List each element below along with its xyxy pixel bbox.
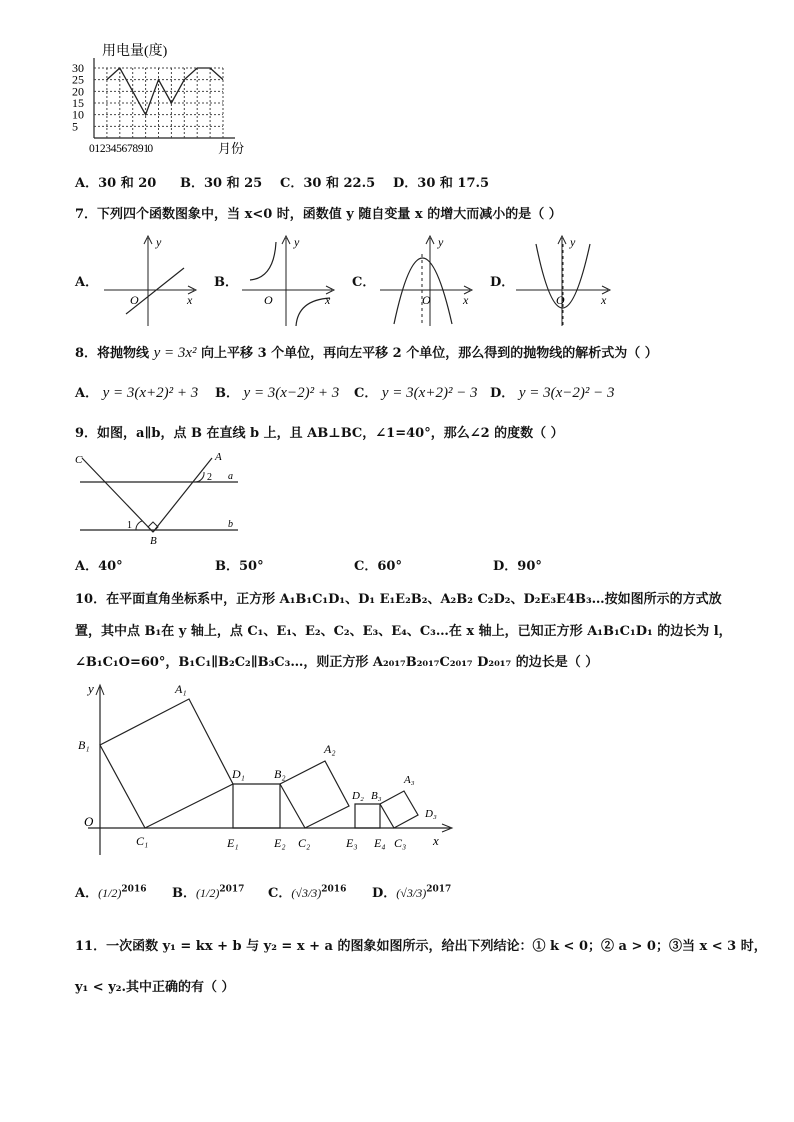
q7d-y-label: y [570, 235, 576, 249]
q10-line-2: 置，其中点 B₁在 y 轴上，点 C₁、E₁、E₂、C₂、E₃、E₄、C₃…在 x 轴上，已知正方形 A₁B₁C₁D₁ 的边长为 l， [75, 624, 732, 639]
q8-suffix: 向上平移 3 个单位，再向左平移 2 个单位，那么得到的抛物线的解析式为（ ） [201, 346, 658, 361]
q7c-origin: O [422, 293, 431, 307]
q9-label-a: a [228, 471, 233, 482]
q9-label-A: A [215, 451, 222, 463]
q10-line-1: 10．在平面直角坐标系中，正方形 A₁B₁C₁D₁、D₁ E₁E₂B₂、A₂B₂ C₂D₂、D₂E₃E4B₃…按如图所示的方式放 [75, 592, 722, 607]
q10-option-b [172, 882, 244, 901]
q10-label-D2: D₂ [352, 790, 364, 802]
q10-option-a-label: A． [75, 886, 99, 901]
q7b-origin: O [264, 293, 273, 307]
chart-y-tick-label: 15 [72, 96, 84, 110]
q7b-y-label: y [294, 235, 300, 249]
q10-label-E4: E₄ [374, 836, 386, 850]
q10-label-B1: B₁ [78, 738, 90, 752]
q10-label-D3: D₃ [425, 808, 437, 820]
q10-label-C1: C₁ [136, 834, 149, 848]
q9-angle-1: 1 [127, 520, 132, 531]
q9-option-c: C．60° [354, 559, 402, 574]
q8-option-c-expr: y = 3(x+2)² − 3 [381, 385, 478, 401]
chart-y-ticks [72, 61, 84, 133]
q6-option-b: B．30 和 25 [180, 176, 263, 191]
q10-label-C3: C₃ [394, 836, 407, 850]
q7a-origin: O [130, 293, 139, 307]
q9-option-b: B．50° [215, 559, 264, 574]
q10-label-E2: E₂ [274, 836, 286, 850]
q7-label-d: D． [490, 275, 515, 290]
q7-graph-a [98, 232, 203, 330]
q7-question: 7．下列四个函数图象中，当 x<0 时，函数值 y 随自变量 x 的增大而减小的是（ ） [75, 207, 562, 222]
q7b-x-label: x [325, 293, 331, 307]
q10-option-d-exp: 2017 [426, 884, 452, 895]
chart-ylabel: 用电量(度) [102, 44, 168, 59]
q10-origin: O [84, 814, 94, 829]
q7-graph-b [236, 232, 341, 330]
q10-squares-figure [78, 675, 458, 860]
chart-y-tick-label: 30 [72, 61, 84, 75]
q8-option-a-label: A． [75, 386, 99, 401]
q10-label-D1: D₁ [232, 767, 245, 781]
q10-option-b-exp: 2017 [219, 884, 245, 895]
q8-option-b-label: B． [215, 386, 239, 401]
chart-y-tick-label: 10 [72, 107, 84, 122]
q8-option-b [215, 382, 339, 402]
q11-line-1: 11．一次函数 y₁ = kx + b 与 y₂ = x + a 的图象如图所示，给出下列结论：① k < 0；② a > 0；③当 x < 3 时， [75, 939, 767, 954]
q7d-origin: O [556, 293, 565, 307]
q8-question [75, 342, 658, 362]
q10-option-c-base: (√3/3) [291, 886, 322, 900]
q9-angle-2: 2 [207, 472, 212, 483]
q8-prefix: 8．将抛物线 [75, 346, 150, 361]
q11-line-2: y₁ < y₂.其中正确的有（ ） [75, 980, 235, 995]
usage-line-chart [60, 40, 260, 160]
q10-label-B3: B₃ [371, 790, 382, 802]
q7-label-c: C． [352, 275, 376, 290]
q10-label-B2: B₂ [274, 767, 286, 781]
q10-option-d [372, 882, 451, 901]
q10-axis-x: x [433, 833, 439, 848]
q7d-x-label: x [601, 293, 607, 307]
q10-label-A3: A₃ [404, 774, 415, 786]
q10-label-A1: A₁ [175, 682, 187, 696]
q10-line-3: ∠B₁C₁O=60°，B₁C₁∥B₂C₂∥B₃C₃…，则正方形 A₂₀₁₇B₂₀₁₇C₂₀₁₇ D₂₀₁₇ 的边长是（ ） [75, 655, 599, 670]
q9-option-d: D．90° [493, 559, 542, 574]
chart-y-tick-label: 5 [72, 119, 78, 134]
q10-option-c-label: C． [268, 886, 292, 901]
q9-label-C: C [75, 454, 83, 466]
q10-option-d-base: (√3/3) [396, 886, 427, 900]
q9-question: 9．如图，a∥b，点 B 在直线 b 上，且 AB⊥BC，∠1=40°，那么∠2 的度数（ ） [75, 426, 564, 441]
q8-option-d-expr: y = 3(x−2)² − 3 [518, 385, 615, 401]
q9-label-B: B [150, 535, 157, 546]
q6-option-a: A．30 和 20 [75, 176, 157, 191]
q10-option-c [268, 882, 346, 901]
q8-option-d [490, 382, 614, 402]
q10-option-b-label: B． [172, 886, 196, 901]
q7a-x-label: x [187, 293, 193, 307]
q9-option-a: A．40° [75, 559, 123, 574]
q7c-x-label: x [463, 293, 469, 307]
q10-option-a-base: (1/2) [98, 886, 122, 900]
q10-label-C2: C₂ [298, 836, 311, 850]
q10-option-a-exp: 2016 [121, 884, 147, 895]
q8-option-c-label: C． [354, 386, 378, 401]
q10-axis-y: y [88, 681, 94, 696]
chart-y-tick-label: 20 [72, 84, 84, 99]
q10-label-E3: E₃ [346, 836, 358, 850]
q6-option-d: D．30 和 17.5 [393, 176, 490, 191]
q8-option-a-expr: y = 3(x+2)² + 3 [102, 385, 199, 401]
q8-option-a [75, 382, 198, 402]
q7-graph-c [374, 232, 479, 330]
q10-label-E1: E₁ [227, 836, 239, 850]
chart-x-ticks: 0 1 2 3 4 5 6 7 8 9 10 [89, 143, 152, 155]
q10-option-d-label: D． [372, 886, 397, 901]
chart-series-line [107, 68, 223, 115]
q9-figure [70, 448, 245, 546]
q8-function: y = 3x² [153, 345, 197, 361]
q8-option-c [354, 382, 478, 402]
chart-y-tick-label: 25 [72, 72, 84, 87]
q10-option-a [75, 882, 146, 901]
q8-option-d-label: D． [490, 386, 515, 401]
q7c-y-label: y [438, 235, 444, 249]
q10-option-c-exp: 2016 [321, 884, 347, 895]
q9-label-b: b [228, 519, 233, 530]
q6-option-c: C．30 和 22.5 [280, 176, 376, 191]
q10-option-b-base: (1/2) [196, 886, 220, 900]
q10-label-A2: A₂ [324, 742, 336, 756]
chart-xlabel: 月份 [218, 141, 245, 156]
q7-graph-d [512, 232, 617, 330]
q7a-y-label: y [156, 235, 162, 249]
q7-label-a: A． [75, 275, 99, 290]
q7-label-b: B． [214, 275, 238, 290]
q8-option-b-expr: y = 3(x−2)² + 3 [243, 385, 340, 401]
